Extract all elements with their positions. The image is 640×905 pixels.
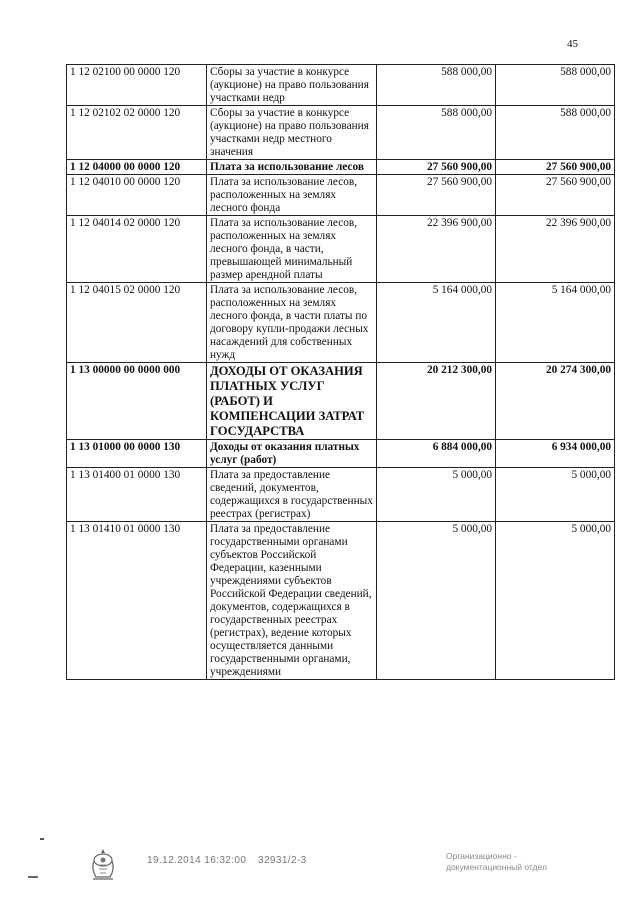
budget-code: 1 12 04014 02 0000 120 — [67, 216, 207, 283]
budget-code: 1 13 01000 00 0000 130 — [67, 440, 207, 468]
amount-year-1: 27 560 900,00 — [377, 160, 496, 175]
item-name: Плата за использование лесов, расположенных на землях лесного фонда, в части, превышающей минимальный размер арендной платы — [207, 216, 377, 283]
amount-year-2: 6 934 000,00 — [496, 440, 615, 468]
amount-year-2: 5 164 000,00 — [496, 283, 615, 363]
amount-year-2: 20 274 300,00 — [496, 363, 615, 440]
amount-year-1: 5 000,00 — [377, 468, 496, 522]
item-name: Сборы за участие в конкурсе (аукционе) на право пользования участками недр — [207, 65, 377, 106]
budget-table — [66, 64, 615, 680]
amount-year-2: 588 000,00 — [496, 106, 615, 160]
table-row — [67, 283, 615, 363]
budget-code: 1 13 01400 01 0000 130 — [67, 468, 207, 522]
budget-code: 1 13 00000 00 0000 000 — [67, 363, 207, 440]
registration-datetime: 19.12.2014 16:32:00 — [147, 855, 247, 866]
registration-number: 32931/2-3 — [258, 855, 307, 866]
item-name: ДОХОДЫ ОТ ОКАЗАНИЯ ПЛАТНЫХ УСЛУГ (РАБОТ) И КОМПЕНСАЦИИ ЗАТРАТ ГОСУДАРСТВА — [207, 363, 377, 440]
budget-code: 1 12 04015 02 0000 120 — [67, 283, 207, 363]
amount-year-2: 588 000,00 — [496, 65, 615, 106]
table-row — [67, 106, 615, 160]
amount-year-1: 20 212 300,00 — [377, 363, 496, 440]
table-row — [67, 468, 615, 522]
amount-year-1: 27 560 900,00 — [377, 175, 496, 216]
amount-year-2: 5 000,00 — [496, 522, 615, 680]
item-name: Плата за предоставление сведений, документов, содержащихся в государственных реестрах (регистрах) — [207, 468, 377, 522]
budget-code: 1 12 02100 00 0000 120 — [67, 65, 207, 106]
amount-year-1: 5 000,00 — [377, 522, 496, 680]
budget-code: 1 12 04000 00 0000 120 — [67, 160, 207, 175]
department-line: Организационно - — [446, 851, 517, 861]
budget-code: 1 13 01410 01 0000 130 — [67, 522, 207, 680]
table-row — [67, 522, 615, 680]
table-row — [67, 216, 615, 283]
amount-year-2: 27 560 900,00 — [496, 175, 615, 216]
budget-code: 1 12 04010 00 0000 120 — [67, 175, 207, 216]
coat-of-arms-stamp-icon — [88, 847, 118, 883]
item-name: Доходы от оказания платных услуг (работ) — [207, 440, 377, 468]
amount-year-1: 5 164 000,00 — [377, 283, 496, 363]
amount-year-1: 22 396 900,00 — [377, 216, 496, 283]
budget-code: 1 12 02102 02 0000 120 — [67, 106, 207, 160]
budget-table-body — [67, 65, 615, 680]
department-stamp — [446, 851, 586, 873]
item-name: Плата за предоставление государственными органами субъектов Российской Федерации, казенными учреждениями субъектов Российской Федерации сведений, документов, содержащихся в государственных реестрах (регистрах), ведение которых осуществляется данными государственными органами, учреждениями — [207, 522, 377, 680]
amount-year-1: 6 884 000,00 — [377, 440, 496, 468]
item-name: Плата за использование лесов, расположенных на землях лесного фонда — [207, 175, 377, 216]
page-number: 45 — [567, 38, 578, 50]
table-row — [67, 440, 615, 468]
item-name: Сборы за участие в конкурсе (аукционе) на право пользования участками недр местного значения — [207, 106, 377, 160]
table-row — [67, 160, 615, 175]
table-row — [67, 175, 615, 216]
document-footer — [0, 835, 640, 905]
department-line: документационный отдел — [446, 862, 547, 872]
item-name: Плата за использование лесов, расположенных на землях лесного фонда, в части платы по договору купли-продажи лесных насаждений для собственных нужд — [207, 283, 377, 363]
amount-year-1: 588 000,00 — [377, 65, 496, 106]
item-name: Плата за использование лесов — [207, 160, 377, 175]
amount-year-2: 22 396 900,00 — [496, 216, 615, 283]
amount-year-2: 27 560 900,00 — [496, 160, 615, 175]
table-row — [67, 363, 615, 440]
amount-year-1: 588 000,00 — [377, 106, 496, 160]
table-row — [67, 65, 615, 106]
amount-year-2: 5 000,00 — [496, 468, 615, 522]
